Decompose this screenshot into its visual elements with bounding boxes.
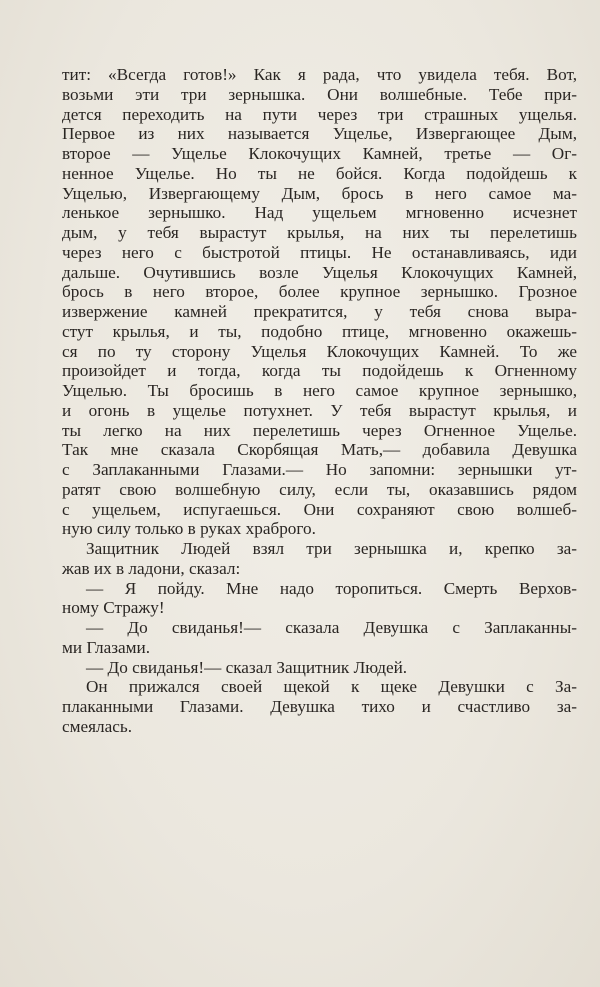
- text-line: второе — Ущелье Клокочущих Камней, третье — Ог-: [62, 144, 577, 163]
- text-line: — До свиданья!— сказал Защитник Людей.: [86, 657, 408, 677]
- text-line: Первое из них называется Ущелье, Извергающее Дым,: [62, 124, 577, 144]
- text-line: Защитник Людей взял три зернышка и, крепко за-: [86, 539, 577, 558]
- text-line: жав их в ладони, сказал:: [62, 558, 241, 578]
- text-line: с ущельем, испугаешься. Они сохраняют свою волшеб-: [62, 499, 577, 519]
- text-line: ратят свою волшебную силу, если ты, оказавшись рядом: [62, 479, 577, 499]
- text-line: — Я пойду. Мне надо торопиться. Смерть Верхов-: [86, 578, 577, 598]
- text-line: тит: «Всегда готов!» Как я рада, что увидела тебя. Вот,: [62, 65, 577, 84]
- text-line: извержение камней прекратится, у тебя снова выра-: [62, 302, 577, 321]
- text-line: ную силу только в руках храброго.: [62, 519, 316, 539]
- text-line: и огонь в ущелье потухнет. У тебя вырастут крылья, и: [62, 400, 577, 420]
- text-line: Он прижался своей щекой к щеке Девушки с За-: [86, 677, 577, 697]
- text-line: смеялась.: [62, 716, 133, 736]
- text-line: ся по ту сторону Ущелья Клокочущих Камней. То же: [62, 341, 577, 361]
- text-line: ми Глазами.: [62, 637, 151, 657]
- text-line: произойдет и тогда, когда ты подойдешь к Огненному: [62, 361, 577, 381]
- text-line: ненное Ущелье. Но ты не бойся. Когда подойдешь к: [62, 163, 577, 183]
- text-line: дется переходить на пути через три страшных ущелья.: [62, 104, 577, 124]
- text-line: Ущелью. Ты бросишь в него самое крупное зернышко,: [62, 381, 577, 400]
- text-line: брось в него второе, более крупное зернышко. Грозное: [62, 282, 577, 302]
- text-line: стут крылья, и ты, подобно птице, мгновенно окажешь-: [62, 321, 577, 341]
- text-line: плаканными Глазами. Девушка тихо и счастливо за-: [62, 697, 577, 716]
- text-line: с Заплаканными Глазами.— Но запомни: зернышки ут-: [62, 460, 577, 479]
- text-line: дым, у тебя вырастут крылья, на них ты перелетишь: [62, 223, 577, 242]
- text-line: Ущелью, Извергающему Дым, брось в него самое ма-: [62, 183, 577, 203]
- page-text: [62, 65, 577, 737]
- text-line: ному Стражу!: [62, 598, 165, 618]
- text-line: дальше. Очутившись возле Ущелья Клокочущих Камней,: [62, 262, 577, 282]
- text-line: Так мне сказала Скорбящая Мать,— добавила Девушка: [62, 440, 577, 460]
- text-line: — До свиданья!— сказала Девушка с Заплаканны-: [86, 618, 577, 637]
- text-line: через него с быстротой птицы. Не останавливаясь, иди: [62, 242, 577, 262]
- text-line: возьми эти три зернышка. Они волшебные. Тебе при-: [62, 84, 577, 104]
- text-line: ленькое зернышко. Над ущельем мгновенно исчезнет: [62, 203, 577, 223]
- text-line: ты легко на них перелетишь через Огненное Ущелье.: [62, 420, 577, 440]
